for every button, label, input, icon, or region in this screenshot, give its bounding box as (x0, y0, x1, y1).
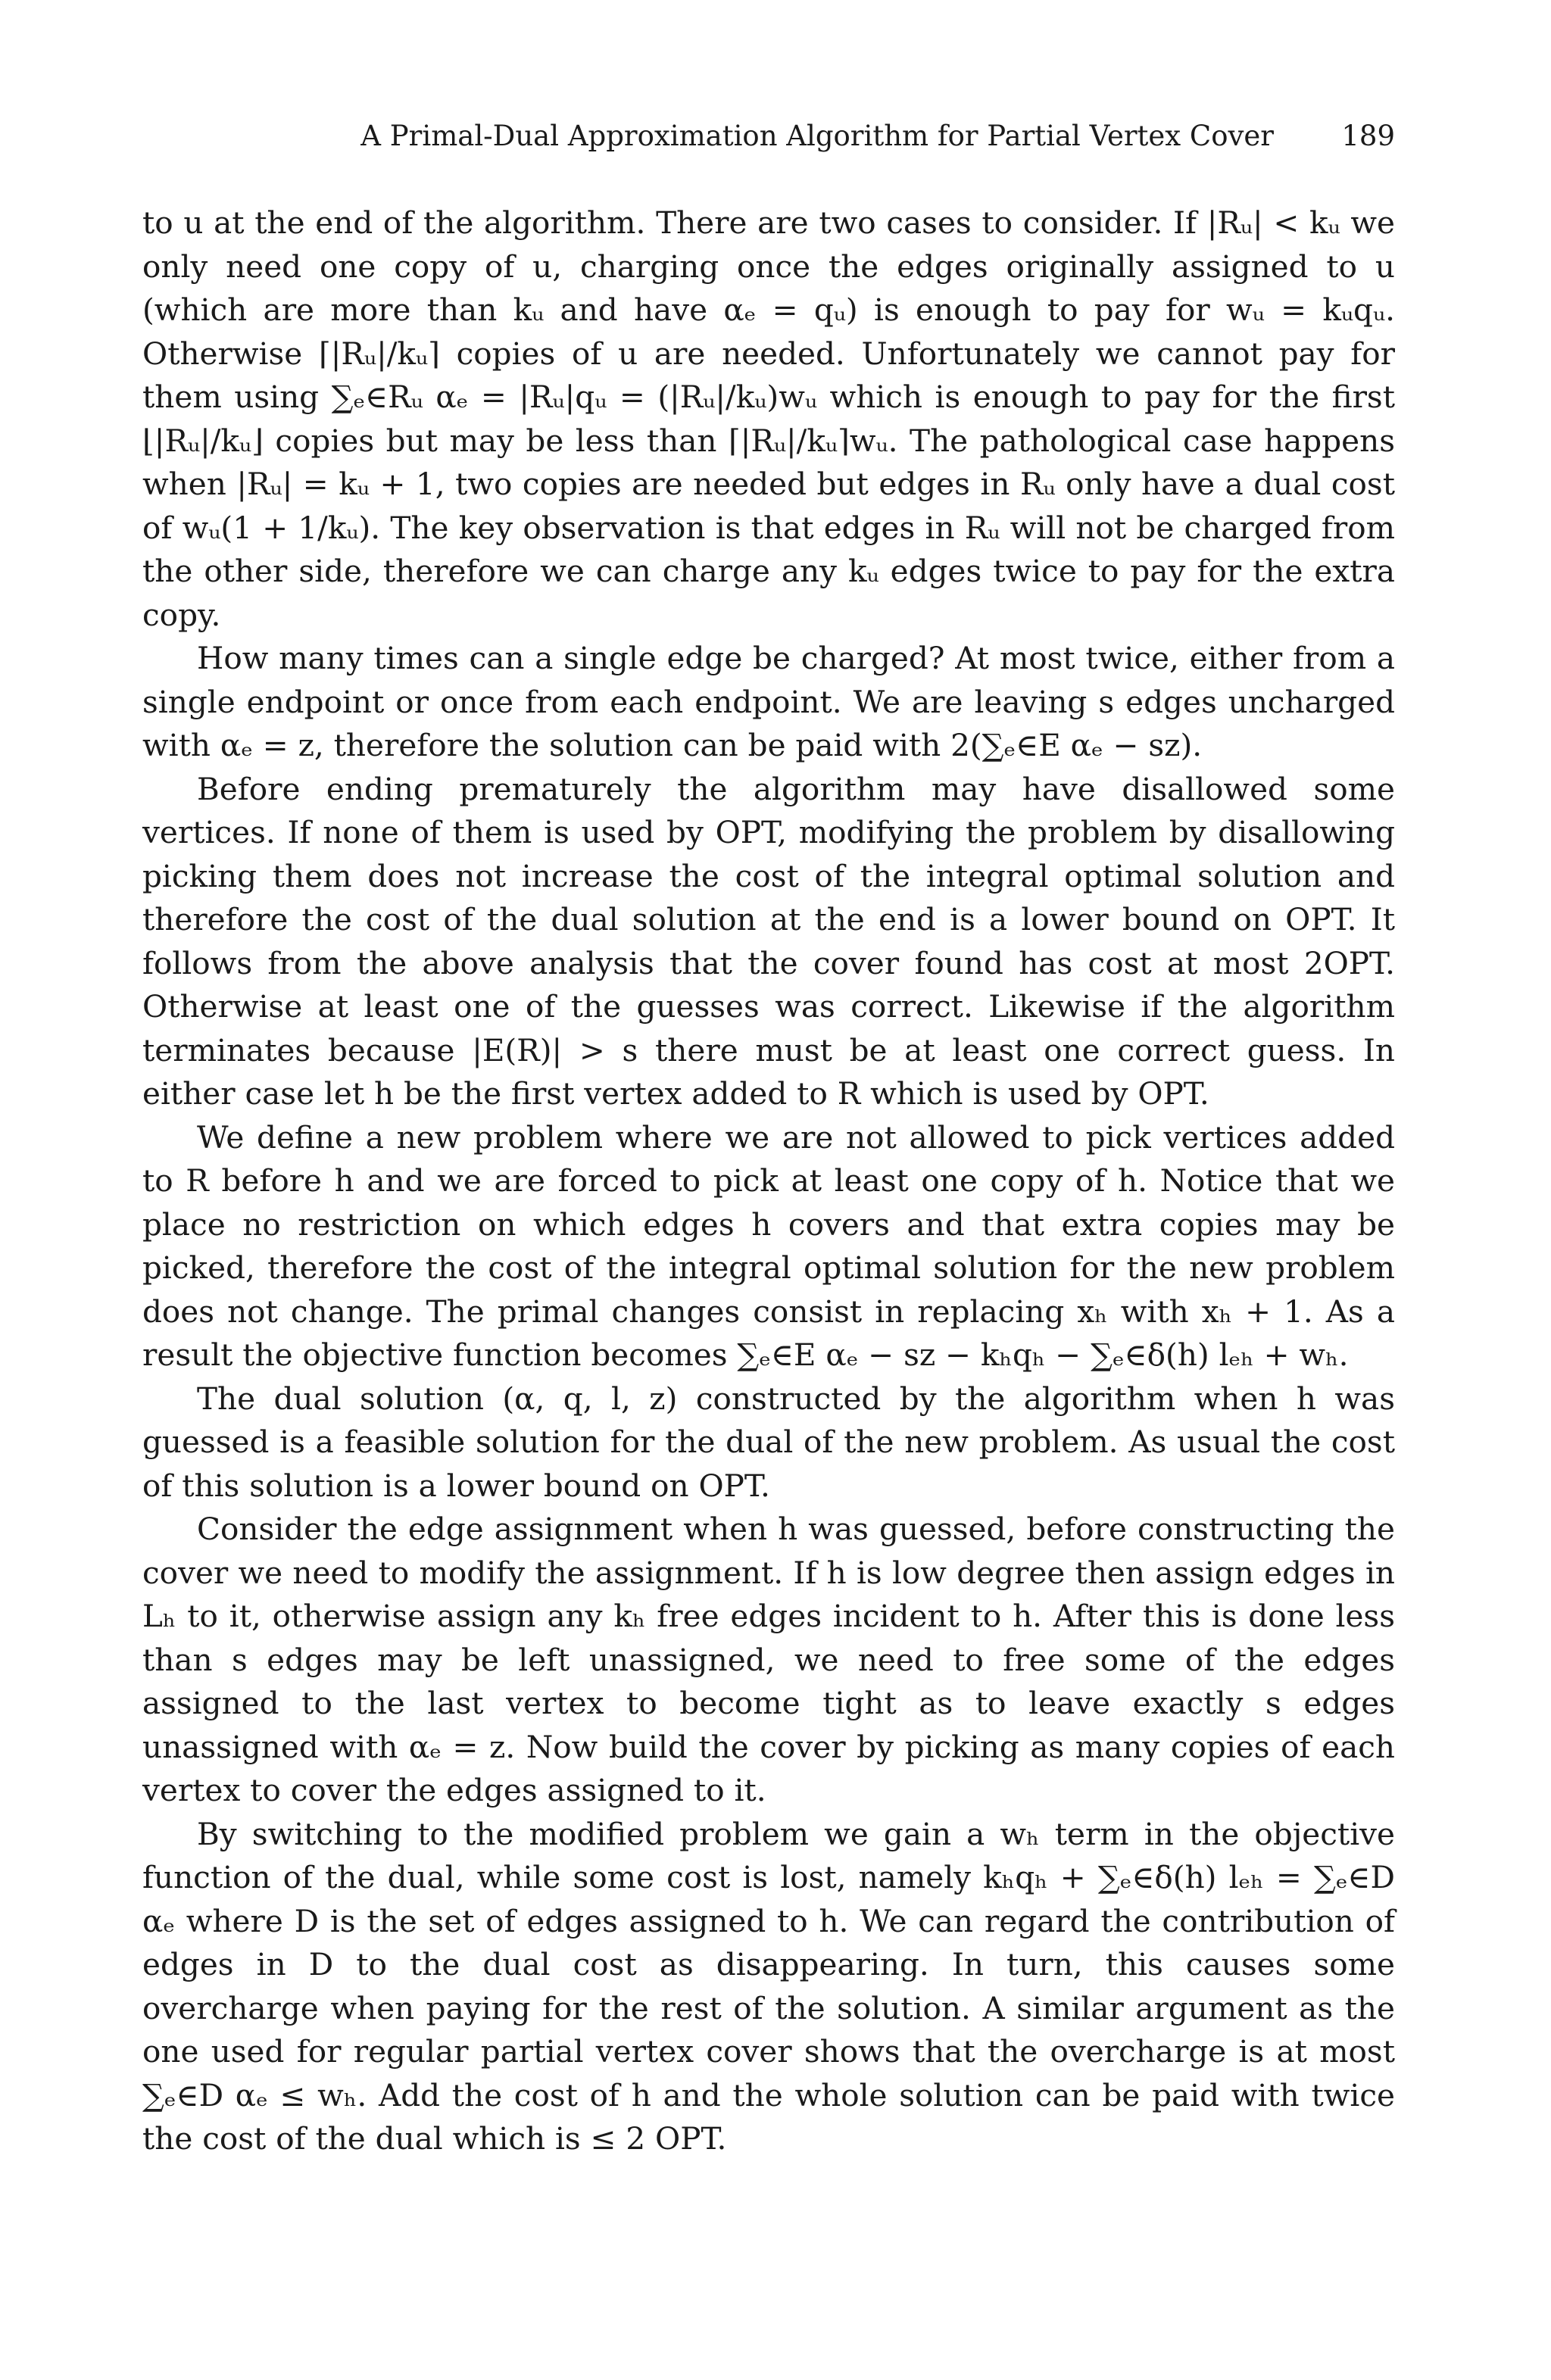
paragraph-new-problem: We define a new problem where we are not allowed to pick vertices added to R before h and we are forced to pick at least one copy of h. Notice that we place no restriction on which edges h covers and that extra copies may be picked, therefore the cost of the integral optimal solution for the new problem does not change. The primal changes consist in replacing xₕ with xₕ + 1. As a result the objective function becomes ∑ₑ∈E αₑ − sz − kₕqₕ − ∑ₑ∈δ(h) lₑₕ + wₕ. (142, 1118, 1395, 1373)
paragraph-edge-assignment: Consider the edge assignment when h was guessed, before constructing the cover we need to modify the assignment. If h is low degree then assign edges in Lₕ to it, otherwise assign any kₕ free edges incident to h. After this is done less than s edges may be left unassigned, we need to free some of the edges assigned to the last vertex to become tight as to leave exactly s edges unassigned with αₑ = z. Now build the cover by picking as many copies of each vertex to cover the edges assigned to it. (142, 1511, 1395, 1808)
paragraph-disallowed-vertices: Before ending prematurely the algorithm may have disallowed some vertices. If none of them is used by OPT, modifying the problem by disallowing picking them does not increase the cost of the integral optimal solution and therefore the cost of the dual solution at the end is a lower bound on OPT. It follows from the above analysis that the cover found has cost at most 2OPT. Otherwise at least one of the guesses was correct. Likewise if the algorithm terminates because |E(R)| > s there must be at least one correct guess. In either case let h be the first vertex added to R which is used by OPT. (142, 770, 1395, 1112)
page-header (144, 114, 1395, 159)
paragraph-continued: to u at the end of the algorithm. There are two cases to consider. If |Rᵤ| < kᵤ we only need one copy of u, charging once the edges originally assigned to u (which are more than kᵤ and have αₑ = qᵤ) is enough to pay for wᵤ = kᵤqᵤ. Otherwise ⌈|Rᵤ|/kᵤ⌉ copies of u are needed. Unfortunately we cannot pay for them using ∑ₑ∈Rᵤ αₑ = |Rᵤ|qᵤ = (|Rᵤ|/kᵤ)wᵤ which is enough to pay for the first ⌊|Rᵤ|/kᵤ⌋ copies but may be less than ⌈|Rᵤ|/kᵤ⌉wᵤ. The pathological case happens when |Rᵤ| = kᵤ + 1, two copies are needed but edges in Rᵤ only have a dual cost of wᵤ(1 + 1/kᵤ). The key observation is that edges in Rᵤ will not be charged from the other side, therefore we can charge any kᵤ edges twice to pay for the extra copy. (142, 204, 1395, 633)
paragraph-modified-problem: By switching to the modified problem we gain a wₕ term in the objective function of the dual, while some cost is lost, namely kₕqₕ + ∑ₑ∈δ(h) lₑₕ = ∑ₑ∈D αₑ where D is the set of edges assigned to h. We can regard the contribution of edges in D to the dual cost as disappearing. In turn, this causes some overcharge when paying for the rest of the solution. A similar argument as the one used for regular partial vertex cover shows that the overcharge is at most ∑ₑ∈D αₑ ≤ wₕ. Add the cost of h and the whole solution can be paid with twice the cost of the dual which is ≤ 2 OPT. (142, 1815, 1395, 2157)
running-title: A Primal-Dual Approximation Algorithm for Partial Vertex Cover (360, 120, 1274, 152)
paragraph-edge-charging: How many times can a single edge be charged? At most twice, either from a single endpoint or once from each endpoint. We are leaving s edges uncharged with αₑ = z, therefore the solution can be paid with 2(∑ₑ∈E αₑ − sz). (142, 640, 1395, 763)
page-number: 189 (1341, 120, 1395, 152)
body-text (142, 201, 1395, 2161)
paragraph-dual-solution: The dual solution (α, q, l, z) constructed by the algorithm when h was guessed is a feasible solution for the dual of the new problem. As usual the cost of this solution is a lower bound on OPT. (142, 1380, 1395, 1504)
